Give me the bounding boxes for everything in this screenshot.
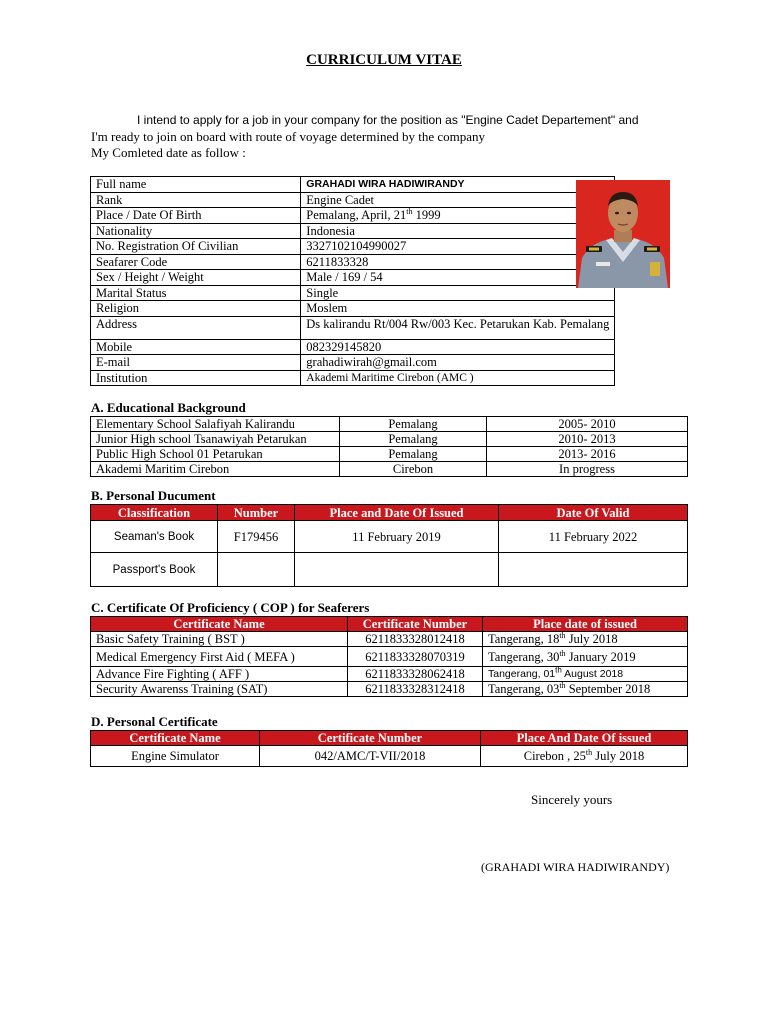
table-row bbox=[91, 667, 688, 682]
table-header-row bbox=[91, 731, 688, 746]
field-label: Religion bbox=[91, 301, 301, 317]
field-value: 6211833328 bbox=[301, 254, 615, 270]
valid-cell bbox=[499, 553, 688, 587]
field-value: Akademi Maritime Cirebon (AMC ) bbox=[301, 370, 615, 386]
column-header: Number bbox=[218, 505, 295, 521]
cert-name-cell: Basic Safety Training ( BST ) bbox=[91, 632, 348, 647]
cert-name-cell: Engine Simulator bbox=[91, 746, 260, 767]
intro-line-2: I'm ready to join on board with route of voyage determined by the company bbox=[91, 129, 486, 144]
field-label: Place / Date Of Birth bbox=[91, 208, 301, 224]
field-value: Engine Cadet bbox=[301, 192, 615, 208]
table-row bbox=[91, 432, 688, 447]
place-cell: Pemalang bbox=[340, 432, 487, 447]
cert-place-cell: Tangerang, 18th July 2018 bbox=[483, 632, 688, 647]
table-row bbox=[91, 632, 688, 647]
place-cell: Pemalang bbox=[340, 447, 487, 462]
field-label: Rank bbox=[91, 192, 301, 208]
table-row bbox=[91, 746, 688, 767]
column-header: Place and Date Of Issued bbox=[295, 505, 499, 521]
intro-line-1: I intend to apply for a job in your company for the position as "Engine Cadet Departement" and bbox=[137, 113, 639, 127]
column-header: Date Of Valid bbox=[499, 505, 688, 521]
column-header: Certificate Number bbox=[260, 731, 481, 746]
field-value: Pemalang, April, 21th 1999 bbox=[301, 208, 615, 224]
field-value: Single bbox=[301, 285, 615, 301]
table-row bbox=[91, 316, 687, 339]
cert-place-cell: Cirebon , 25th July 2018 bbox=[481, 746, 688, 767]
field-value: 3327102104990027 bbox=[301, 239, 615, 255]
closing-text: Sincerely yours bbox=[531, 792, 613, 807]
column-header: Certificate Name bbox=[91, 617, 348, 632]
place-cell: Cirebon bbox=[340, 462, 487, 477]
field-label: Mobile bbox=[91, 339, 301, 355]
table-header-row bbox=[91, 505, 688, 521]
issued-cell bbox=[295, 553, 499, 587]
table-row bbox=[91, 553, 688, 587]
intro-line-3: My Comleted date as follow : bbox=[91, 145, 246, 160]
page-title: CURRICULUM VITAE bbox=[306, 52, 462, 68]
cert-number-cell: 6211833328070319 bbox=[348, 647, 483, 667]
field-label: E-mail bbox=[91, 355, 301, 371]
number-cell bbox=[218, 553, 295, 587]
table-row bbox=[91, 647, 688, 667]
table-row bbox=[91, 462, 688, 477]
column-header: Certificate Number bbox=[348, 617, 483, 632]
years-cell: 2010- 2013 bbox=[487, 432, 688, 447]
years-cell: In progress bbox=[487, 462, 688, 477]
personal-cert-table bbox=[90, 730, 688, 767]
cert-name-cell: Medical Emergency First Aid ( MEFA ) bbox=[91, 647, 348, 667]
table-row bbox=[91, 417, 688, 432]
field-value: 082329145820 bbox=[301, 339, 615, 355]
field-label: Full name bbox=[91, 177, 301, 193]
field-value: Indonesia bbox=[301, 223, 615, 239]
table-row bbox=[91, 355, 687, 371]
profile-photo bbox=[576, 180, 670, 288]
table-row bbox=[91, 370, 687, 386]
column-header: Classification bbox=[91, 505, 218, 521]
number-cell: F179456 bbox=[218, 521, 295, 553]
education-table bbox=[90, 416, 688, 477]
column-header: Place And Date Of issued bbox=[481, 731, 688, 746]
table-row bbox=[91, 447, 688, 462]
school-cell: Public High School 01 Petarukan bbox=[91, 447, 340, 462]
field-label: No. Registration Of Civilian bbox=[91, 239, 301, 255]
education-heading: A. Educational Background bbox=[91, 400, 246, 415]
cert-name-cell: Advance Fire Fighting ( AFF ) bbox=[91, 667, 348, 682]
cop-heading: C. Certificate Of Proficiency ( COP ) for Seaferers bbox=[91, 600, 370, 615]
school-cell: Elementary School Salafiyah Kalirandu bbox=[91, 417, 340, 432]
cert-place-cell: Tangerang, 30th January 2019 bbox=[483, 647, 688, 667]
documents-table bbox=[90, 504, 688, 587]
field-label: Sex / Height / Weight bbox=[91, 270, 301, 286]
documents-heading: B. Personal Ducument bbox=[91, 488, 216, 503]
school-cell: Junior High school Tsanawiyah Petarukan bbox=[91, 432, 340, 447]
years-cell: 2005- 2010 bbox=[487, 417, 688, 432]
cert-name-cell: Security Awarenss Training (SAT) bbox=[91, 682, 348, 697]
field-label: Address bbox=[91, 316, 301, 339]
classification-cell: Seaman's Book bbox=[91, 521, 218, 553]
field-label: Institution bbox=[91, 370, 301, 386]
personal-cert-heading: D. Personal Certificate bbox=[91, 714, 218, 729]
email-value: grahadiwirah@gmail.com bbox=[301, 355, 615, 371]
table-row bbox=[91, 301, 687, 317]
cop-table bbox=[90, 616, 688, 697]
field-label: Seafarer Code bbox=[91, 254, 301, 270]
place-cell: Pemalang bbox=[340, 417, 487, 432]
column-header: Certificate Name bbox=[91, 731, 260, 746]
school-cell: Akademi Maritim Cirebon bbox=[91, 462, 340, 477]
table-row bbox=[91, 682, 688, 697]
cert-number-cell: 6211833328062418 bbox=[348, 667, 483, 682]
field-value: Moslem bbox=[301, 301, 615, 317]
full-name-value: GRAHADI WIRA HADIWIRANDY bbox=[301, 177, 615, 193]
cert-number-cell: 042/AMC/T-VII/2018 bbox=[260, 746, 481, 767]
field-value: Male / 169 / 54 bbox=[301, 270, 615, 286]
portrait-illustration bbox=[576, 180, 670, 288]
years-cell: 2013- 2016 bbox=[487, 447, 688, 462]
table-row bbox=[91, 521, 688, 553]
address-value: Ds kalirandu Rt/004 Rw/003 Kec. Petarukan Kab. Pemalang bbox=[301, 316, 615, 339]
cert-number-cell: 6211833328012418 bbox=[348, 632, 483, 647]
valid-cell: 11 February 2022 bbox=[499, 521, 688, 553]
cert-place-cell: Tangerang, 01th August 2018 bbox=[483, 667, 688, 682]
cert-number-cell: 6211833328312418 bbox=[348, 682, 483, 697]
table-row bbox=[91, 339, 687, 355]
issued-cell: 11 February 2019 bbox=[295, 521, 499, 553]
field-label: Marital Status bbox=[91, 285, 301, 301]
cert-place-cell: Tangerang, 03th September 2018 bbox=[483, 682, 688, 697]
classification-cell: Passport's Book bbox=[91, 553, 218, 587]
table-header-row bbox=[91, 617, 688, 632]
column-header: Place date of issued bbox=[483, 617, 688, 632]
signature-name: (GRAHADI WIRA HADIWIRANDY) bbox=[481, 860, 670, 874]
field-label: Nationality bbox=[91, 223, 301, 239]
